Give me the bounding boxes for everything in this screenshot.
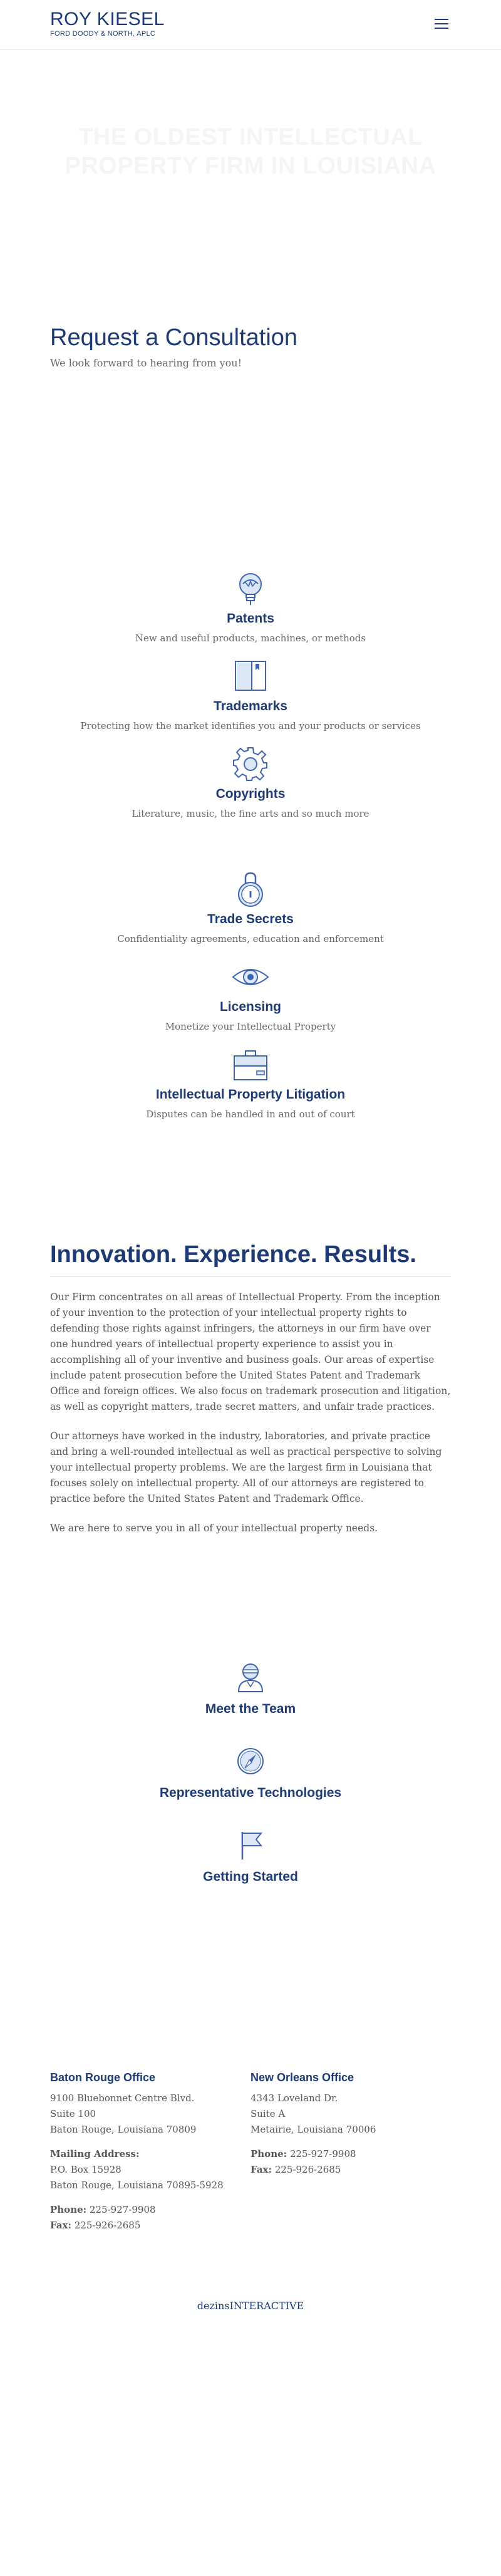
fax-label: Fax: [50, 2220, 72, 2231]
fax-line [50, 2218, 250, 2233]
about-paragraph: Our Firm concentrates on all areas of Intellectual Property. From the inception of your invention to the protection of your intellectual property rights to defending those rights against infringers, the attorneys in our firm have over one hundred years of intellectual property experience to assist you in accomplishing all of your inventive and business goals. Our areas of expertise include patent prosecution before the United States Patent and Trademark Office and foreign offices. We also focus on trademark prosecution and litigation, as well as copyright matters, trade secret matters, and unfair trade practices. [50, 1291, 451, 1412]
service-title: Licensing [219, 1000, 282, 1014]
phone-line [50, 2202, 250, 2218]
site-logo[interactable] [50, 10, 165, 38]
lightbulb-icon [232, 570, 269, 608]
service-title: Intellectual Property Litigation [155, 1087, 346, 1102]
footer-credit-link[interactable]: dezinsINTERACTIVE [197, 2300, 304, 2312]
address-line: Suite A [250, 2108, 286, 2119]
service-copyrights [0, 745, 501, 871]
link-label[interactable]: Representative Technologies [159, 1786, 342, 1800]
service-title: Trade Secrets [207, 912, 294, 926]
phone-number[interactable]: 225-927-9908 [89, 2204, 156, 2215]
service-title: Trademarks [214, 699, 287, 713]
offices-section [0, 1912, 501, 2576]
mailing-line: Baton Rouge, Louisiana 70895-5928 [50, 2180, 224, 2191]
compass-icon [234, 1744, 267, 1778]
link-getting-started[interactable] [0, 1828, 501, 1912]
service-licensing [0, 958, 501, 1046]
fax-line [250, 2162, 451, 2178]
address-line: Suite 100 [50, 2108, 96, 2119]
mailing-line: P.O. Box 15928 [50, 2164, 121, 2175]
consultation-section [0, 261, 501, 511]
logo-main-text: ROY KIESEL [50, 9, 165, 29]
office-title: New Orleans Office [250, 2071, 354, 2084]
eye-icon [232, 958, 269, 996]
fax-number: 225-926-2685 [74, 2220, 141, 2231]
service-title: Patents [227, 611, 274, 626]
link-representative-technologies[interactable] [0, 1744, 501, 1828]
link-label[interactable]: Meet the Team [205, 1702, 296, 1716]
services-section [0, 511, 501, 1134]
phone-number[interactable]: 225-927-9908 [289, 2148, 356, 2160]
about-paragraph: We are here to serve you in all of your intellectual property needs. [50, 1523, 378, 1534]
mailing-label: Mailing Address: [50, 2148, 140, 2160]
site-header [0, 0, 501, 50]
about-paragraph: Our attorneys have worked in the industry, laboratories, and private practice and bring a well-rounded intellectual as well as practical perspective to solving your intellectual property problems. We are the largest firm in Louisiana that focuses solely on intellectual property. All of our attorneys are registered to practice before the United States Patent and Trademark Office. [50, 1430, 442, 1504]
service-description: New and useful products, machines, or methods [135, 633, 366, 644]
consultation-subtitle: We look forward to hearing from you! [50, 357, 242, 369]
service-description: Confidentiality agreements, education and enforcement [117, 933, 384, 944]
office-title: Baton Rouge Office [50, 2071, 156, 2084]
gear-icon [232, 745, 269, 783]
service-ip-litigation [0, 1046, 501, 1134]
service-patents [0, 570, 501, 658]
consultation-title: Request a Consultation [50, 324, 298, 351]
baton-rouge-office [50, 2071, 250, 2576]
address-line: 4343 Loveland Dr. [250, 2092, 338, 2104]
hamburger-menu-icon[interactable] [435, 16, 451, 31]
address-line: Metairie, Louisiana 70006 [250, 2124, 376, 2135]
logo-sub-text: FORD DOODY & NORTH, APLC [50, 30, 156, 38]
about-title: Innovation. Experience. Results. [50, 1241, 416, 1268]
service-description: Monetize your Intellectual Property [165, 1021, 336, 1032]
new-orleans-office [250, 2071, 451, 2576]
link-label[interactable]: Getting Started [203, 1870, 298, 1884]
address-line: Baton Rouge, Louisiana 70809 [50, 2124, 197, 2135]
divider [50, 1276, 451, 1277]
hero-title: THE OLDEST INTELLECTUAL PROPERTY FIRM IN LOUISIANA [65, 124, 436, 179]
phone-label: Phone: [250, 2148, 287, 2160]
service-trade-secrets [0, 871, 501, 958]
service-description: Protecting how the market identifies you and your products or services [80, 720, 421, 732]
quick-links-section [0, 1550, 501, 1912]
person-icon [234, 1660, 267, 1694]
flag-icon [234, 1828, 267, 1862]
book-icon [232, 658, 269, 695]
briefcase-icon [232, 1046, 269, 1084]
about-section [0, 1134, 501, 1536]
service-description: Disputes can be handled in and out of court [146, 1109, 355, 1120]
link-meet-the-team[interactable] [0, 1660, 501, 1744]
address-line: 9100 Bluebonnet Centre Blvd. [50, 2092, 195, 2104]
fax-label: Fax: [250, 2164, 272, 2175]
service-title: Copyrights [215, 787, 286, 801]
hero-section [0, 50, 501, 261]
service-description: Literature, music, the fine arts and so much more [132, 808, 369, 819]
phone-line [250, 2146, 451, 2162]
service-trademarks [0, 658, 501, 745]
padlock-icon [232, 871, 269, 908]
phone-label: Phone: [50, 2204, 87, 2215]
fax-number: 225-926-2685 [274, 2164, 341, 2175]
